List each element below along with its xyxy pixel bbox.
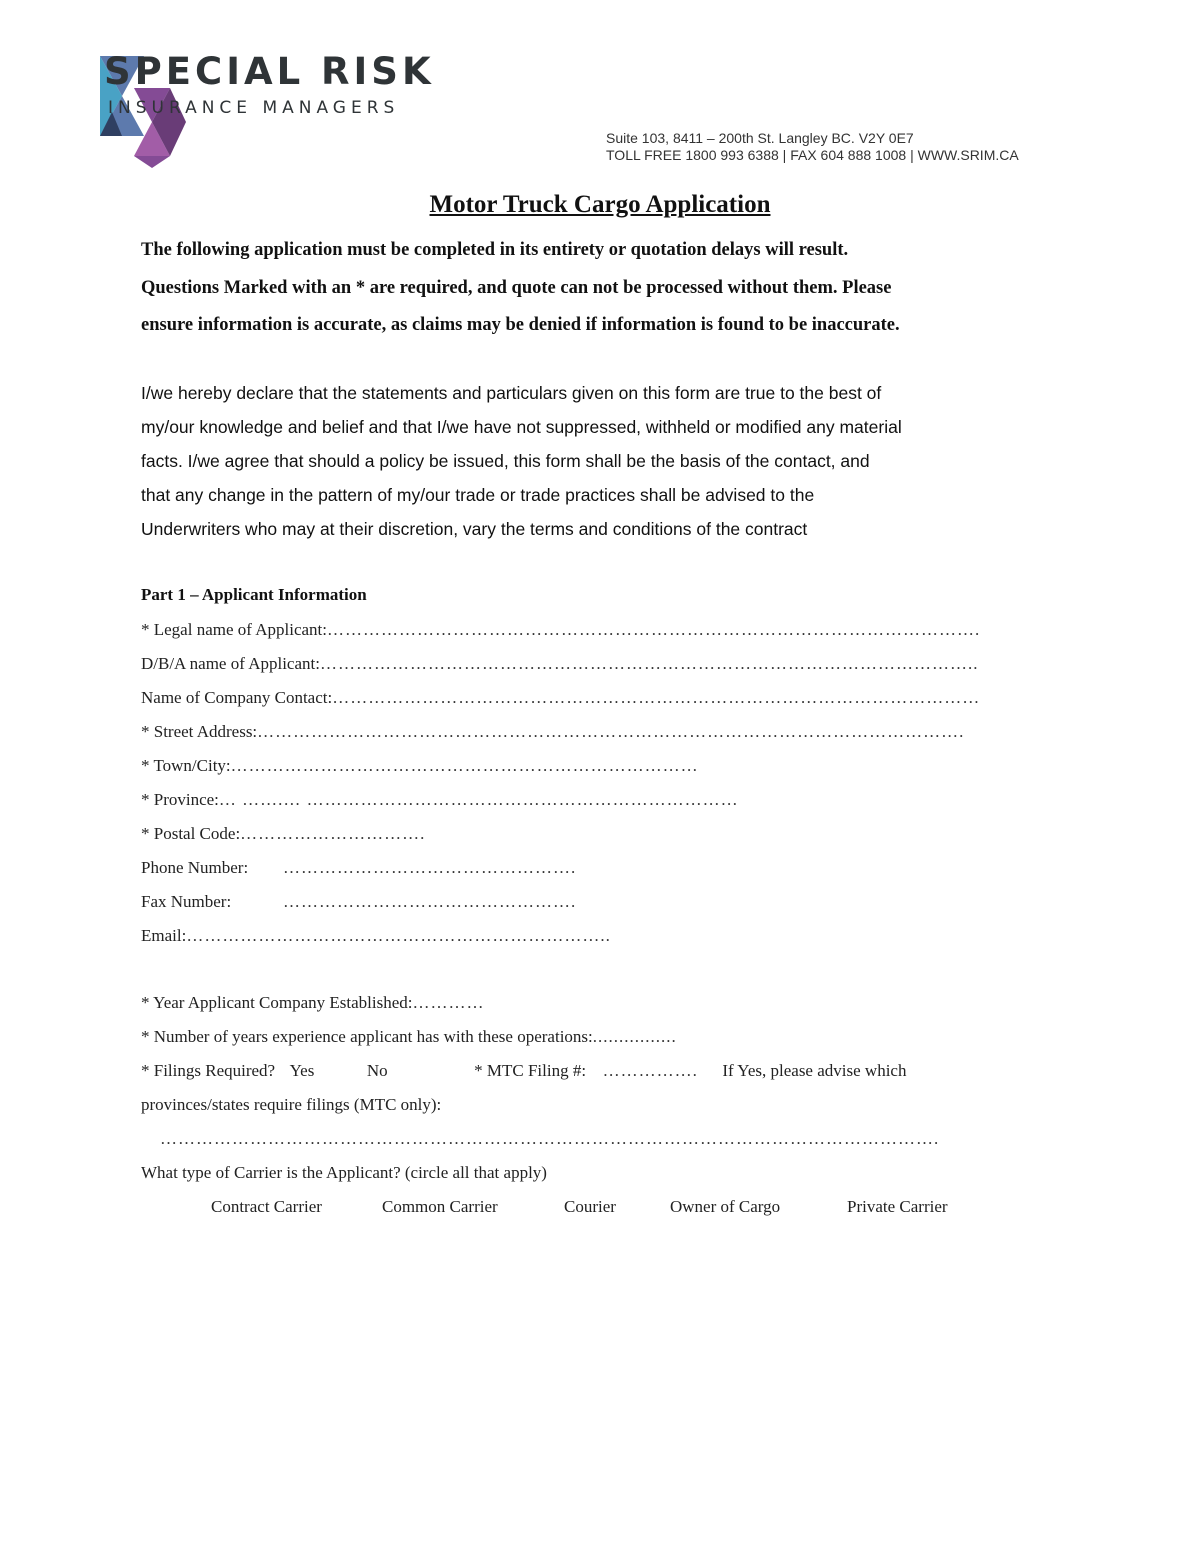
carrier-option-owner-of-cargo[interactable]: Owner of Cargo	[670, 1197, 781, 1216]
logo-wordmark-secondary: INSURANCE MANAGERS	[108, 98, 400, 118]
province-label: * Province:	[141, 790, 219, 809]
logo-wordmark-primary: SPECIAL RISK	[104, 50, 435, 93]
province-blank[interactable]: … …….… ………………………………………………………………	[218, 790, 739, 809]
year-established-field[interactable]	[141, 991, 485, 1015]
contact-block	[606, 130, 1019, 164]
declaration-line: Underwriters who may at their discretion, vary the terms and conditions of the contract	[141, 519, 808, 539]
part1-heading: Part 1 – Applicant Information	[141, 585, 367, 604]
fax-label: Fax Number:	[141, 892, 232, 911]
email-field[interactable]	[141, 924, 611, 948]
phone-blank[interactable]: ………………………………………….	[283, 858, 577, 877]
legal-name-field[interactable]	[141, 618, 980, 642]
mtc-filing-blank[interactable]: …………….	[602, 1061, 698, 1080]
phone-field[interactable]	[141, 856, 576, 880]
company-contact-field[interactable]	[141, 686, 980, 710]
filings-if-yes-text: If Yes, please advise which	[722, 1061, 907, 1080]
postal-code-blank[interactable]: ………………………….	[240, 824, 426, 843]
filings-provinces-blank-row[interactable]	[160, 1127, 939, 1151]
carrier-option-courier[interactable]: Courier	[564, 1197, 616, 1216]
street-address-field[interactable]	[141, 720, 964, 744]
filings-yes-option[interactable]: Yes	[289, 1061, 315, 1080]
declaration-line: my/our knowledge and belief and that I/we have not suppressed, withheld or modified any material	[141, 417, 902, 437]
filings-provinces-row	[141, 1093, 441, 1117]
filings-label: * Filings Required?	[141, 1061, 276, 1080]
province-field[interactable]	[141, 788, 739, 812]
carrier-options	[0, 1195, 1200, 1219]
filings-provinces-text: provinces/states require filings (MTC only):	[141, 1095, 442, 1114]
year-established-blank[interactable]: …………	[412, 993, 485, 1012]
dba-name-label: D/B/A name of Applicant:	[141, 654, 320, 673]
document-title: Motor Truck Cargo Application	[429, 191, 771, 218]
legal-name-blank[interactable]: ……………………………………………………………………………………………….	[327, 620, 981, 639]
street-address-label: * Street Address:	[141, 722, 258, 741]
filings-row	[141, 1059, 906, 1083]
contact-line: TOLL FREE 1800 993 6388 | FAX 604 888 1008 | WWW.SRIM.CA	[606, 147, 1019, 163]
carrier-option-contract[interactable]: Contract Carrier	[211, 1197, 322, 1216]
fax-blank[interactable]: ………………………………………….	[283, 892, 577, 911]
declaration-line: facts. I/we agree that should a policy be issued, this form shall be the basis of the contact, and	[141, 451, 870, 471]
town-city-blank[interactable]: ……………………………………………………………………	[230, 756, 699, 775]
email-label: Email:	[141, 926, 187, 945]
intro-line: Questions Marked with an * are required, and quote can not be processed without them. Please	[141, 277, 892, 298]
year-established-label: * Year Applicant Company Established:	[141, 993, 413, 1012]
mtc-filing-label: * MTC Filing #:	[474, 1061, 587, 1080]
declaration-line: I/we hereby declare that the statements and particulars given on this form are true to the best of	[141, 383, 882, 403]
address-line: Suite 103, 8411 – 200th St. Langley BC. V2Y 0E7	[606, 130, 914, 146]
intro-line: The following application must be completed in its entirety or quotation delays will result.	[141, 240, 849, 260]
dba-name-field[interactable]	[141, 652, 978, 676]
carrier-question	[141, 1161, 547, 1185]
years-experience-blank[interactable]: ................	[592, 1027, 677, 1046]
carrier-option-common[interactable]: Common Carrier	[382, 1197, 498, 1216]
street-address-blank[interactable]: ……………………………………………………………………………………………………….	[257, 722, 965, 741]
years-experience-field[interactable]	[141, 1025, 677, 1049]
dba-name-blank[interactable]: ………………………………………………………………………………………………..	[319, 654, 979, 673]
declaration-line: that any change in the pattern of my/our trade or trade practices shall be advised to the	[141, 485, 815, 505]
email-blank[interactable]: ……………………………………………………………..	[186, 926, 611, 945]
carrier-question-text: What type of Carrier is the Applicant? (circle all that apply)	[141, 1163, 547, 1182]
declaration-paragraph	[141, 376, 1081, 546]
fax-field[interactable]	[141, 890, 576, 914]
company-contact-label: Name of Company Contact:	[141, 688, 333, 707]
company-contact-blank[interactable]: ………………………………………………………………………………………………	[332, 688, 981, 707]
intro-line: ensure information is accurate, as claims may be denied if information is found to be inaccurate.	[141, 315, 900, 335]
filings-provinces-blank[interactable]: ………………………………………………………………………………………………………………….	[160, 1129, 940, 1148]
legal-name-label: * Legal name of Applicant:	[141, 620, 327, 639]
carrier-option-private[interactable]: Private Carrier	[847, 1197, 948, 1216]
years-experience-label: * Number of years experience applicant has with these operations:	[141, 1027, 593, 1046]
town-city-field[interactable]	[141, 754, 699, 778]
phone-label: Phone Number:	[141, 858, 249, 877]
intro-paragraph	[141, 232, 1041, 345]
postal-code-field[interactable]	[141, 822, 425, 846]
filings-no-option[interactable]: No	[366, 1061, 388, 1080]
postal-code-label: * Postal Code:	[141, 824, 241, 843]
town-city-label: * Town/City:	[141, 756, 231, 775]
